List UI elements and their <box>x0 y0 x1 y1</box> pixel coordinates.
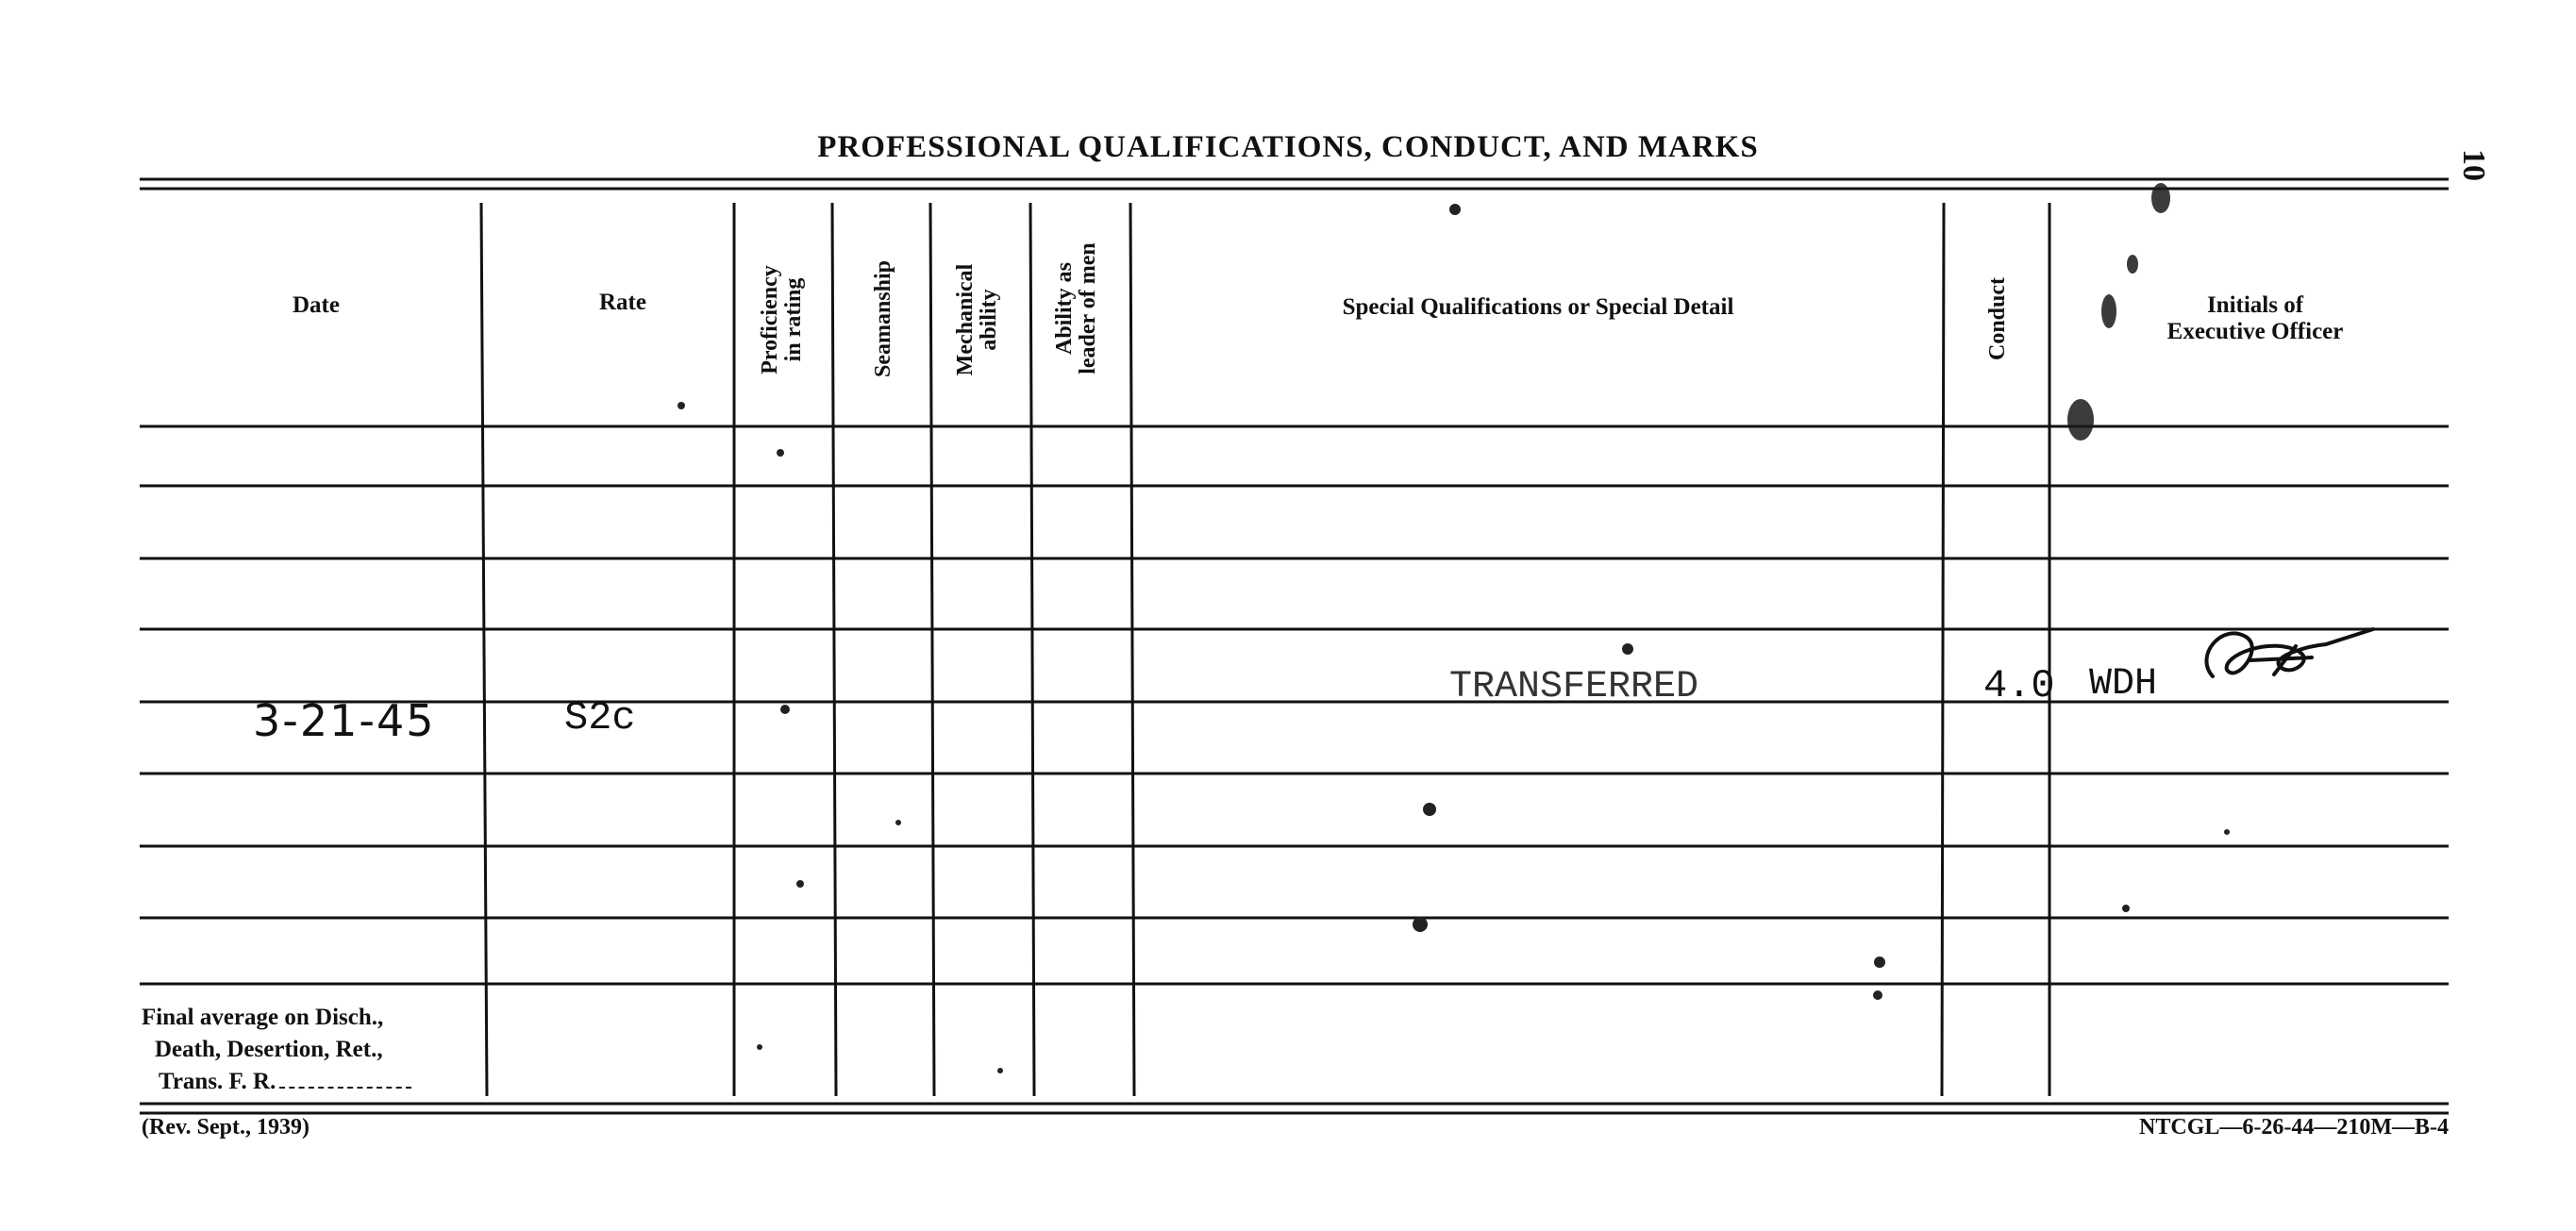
header-proficiency-line2: in rating <box>781 277 806 362</box>
header-rate: Rate <box>599 290 646 315</box>
header-initials-line1: Initials of <box>2206 292 2304 318</box>
header-mechanical-line1: Mechanical <box>953 263 978 376</box>
page-number: 10 <box>2456 149 2491 181</box>
entry-date: 3-21-45 <box>253 695 436 746</box>
header-conduct: Conduct <box>1985 276 2010 361</box>
final-average-line3: Trans. F. R. <box>159 1069 276 1094</box>
final-average-label <box>142 1002 500 1098</box>
header-initials <box>2114 292 2397 345</box>
header-proficiency <box>759 211 813 428</box>
header-mechanical-line2: ability <box>977 289 1001 351</box>
header-date: Date <box>293 292 340 318</box>
header-ability-line1: Ability as <box>1052 262 1077 356</box>
revision-note: (Rev. Sept., 1939) <box>142 1115 309 1140</box>
final-average-line1: Final average on Disch., <box>142 1005 384 1030</box>
header-initials-line2: Executive Officer <box>2166 319 2344 344</box>
col-line <box>832 203 836 1096</box>
entry-rate: S2c <box>564 695 636 740</box>
header-ability <box>1053 200 1108 417</box>
col-line <box>1130 203 1134 1096</box>
entry-conduct: 4.0 <box>1983 663 2055 708</box>
header-mechanical <box>954 211 1009 428</box>
entry-initials: WDH <box>2089 663 2158 706</box>
entry-special-detail: TRANSFERRED <box>1449 666 1699 708</box>
col-line <box>1942 203 1944 1096</box>
printer-code: NTCGL—6-26-44—210M—B-4 <box>2139 1115 2449 1140</box>
final-average-blank <box>279 1087 411 1089</box>
col-line <box>930 203 934 1096</box>
header-special-qualifications: Special Qualifications or Special Detail <box>1342 294 1734 320</box>
final-average-line2: Death, Desertion, Ret., <box>155 1037 383 1062</box>
header-proficiency-line1: Proficiency <box>758 265 782 374</box>
handwritten-signature <box>2184 618 2383 693</box>
col-line <box>481 203 487 1096</box>
col-line <box>1030 203 1034 1096</box>
header-ability-line2: leader of men <box>1076 242 1100 374</box>
header-seamanship: Seamanship <box>871 259 895 378</box>
form-title: PROFESSIONAL QUALIFICATIONS, CONDUCT, AND MARKS <box>817 130 1759 164</box>
